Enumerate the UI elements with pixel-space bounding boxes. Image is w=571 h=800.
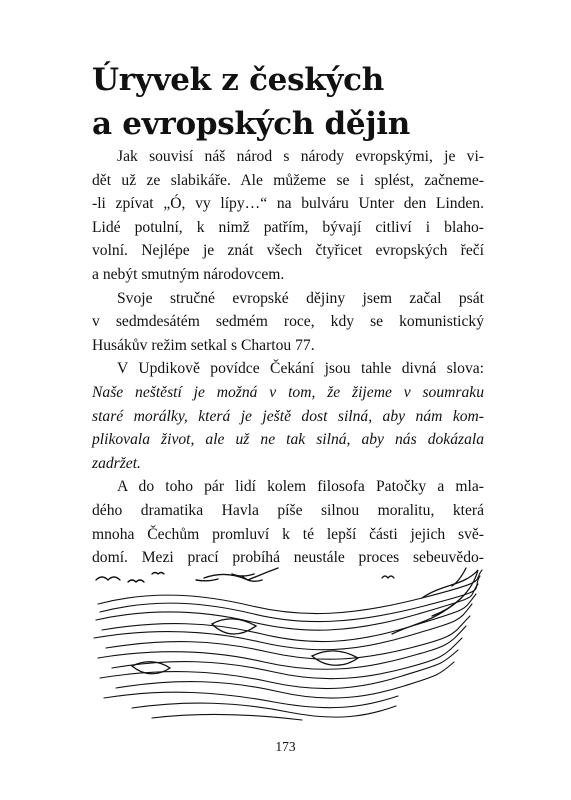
body-text-line: volní. Nejlépe je znát všech čtyřicet evropských řečí xyxy=(92,242,484,260)
page-number: 173 xyxy=(275,739,296,754)
body-text-line: Husákův režim setkal s Chartou 77. xyxy=(92,336,315,354)
body-text-line: mnoha Čechům promluví k té lepší části jejich svě- xyxy=(92,525,484,543)
body-text-line: a nebýt smutným národovcem. xyxy=(92,265,285,283)
body-text-line: -li zpívat „Ó, vy lípy…“ na bulváru Unter den Linden. xyxy=(92,195,484,213)
body-text-line: Naše neštěstí je možná v tom, že žijeme v soumraku xyxy=(92,383,484,401)
chapter-title-line-1: Úryvek z českých xyxy=(92,62,384,98)
body-text-line: domí. Mezi prací probíhá neustále proces sebeuvědo- xyxy=(92,549,484,567)
waves-icon xyxy=(94,570,482,720)
body-text-line: Lidé potulní, k nimž patřím, bývají citliví i blaho- xyxy=(92,218,484,236)
body-text xyxy=(92,145,484,570)
ink-waves-and-birds-illustration xyxy=(92,564,484,724)
small-bird-icon xyxy=(382,576,394,578)
body-text-line: v sedmdesátém sedmém roce, kdy se komunistický xyxy=(92,313,484,331)
body-text-line: Jak souvisí náš národ s národy evropskými, je vi- xyxy=(117,148,484,165)
body-text-line: A do toho pár lidí kolem filosofa Patočky a mla- xyxy=(117,478,484,496)
body-text-line: dět už ze slabikáře. Ale můžeme se i splést, začneme- xyxy=(92,171,484,189)
bird-icon xyxy=(96,573,164,583)
chapter-title xyxy=(92,58,512,146)
large-bird-icon xyxy=(196,568,278,581)
body-text-line: Svoje stručné evropské dějiny jsem začal psát xyxy=(117,289,484,307)
body-text-line: staré morálky, která je ještě dost silná, aby nám kom- xyxy=(92,407,484,425)
body-text-line: zadržet. xyxy=(92,454,141,472)
body-text-line: plikovala život, ale už ne tak silná, aby nás dokázala xyxy=(92,431,484,449)
chapter-title-line-2: a evropských dějin xyxy=(92,106,410,142)
body-text-line: V Updikově povídce Čekání jsou tahle divná slova: xyxy=(117,360,484,378)
body-text-line: dého dramatika Havla píše silnou moralitu, která xyxy=(92,501,484,519)
